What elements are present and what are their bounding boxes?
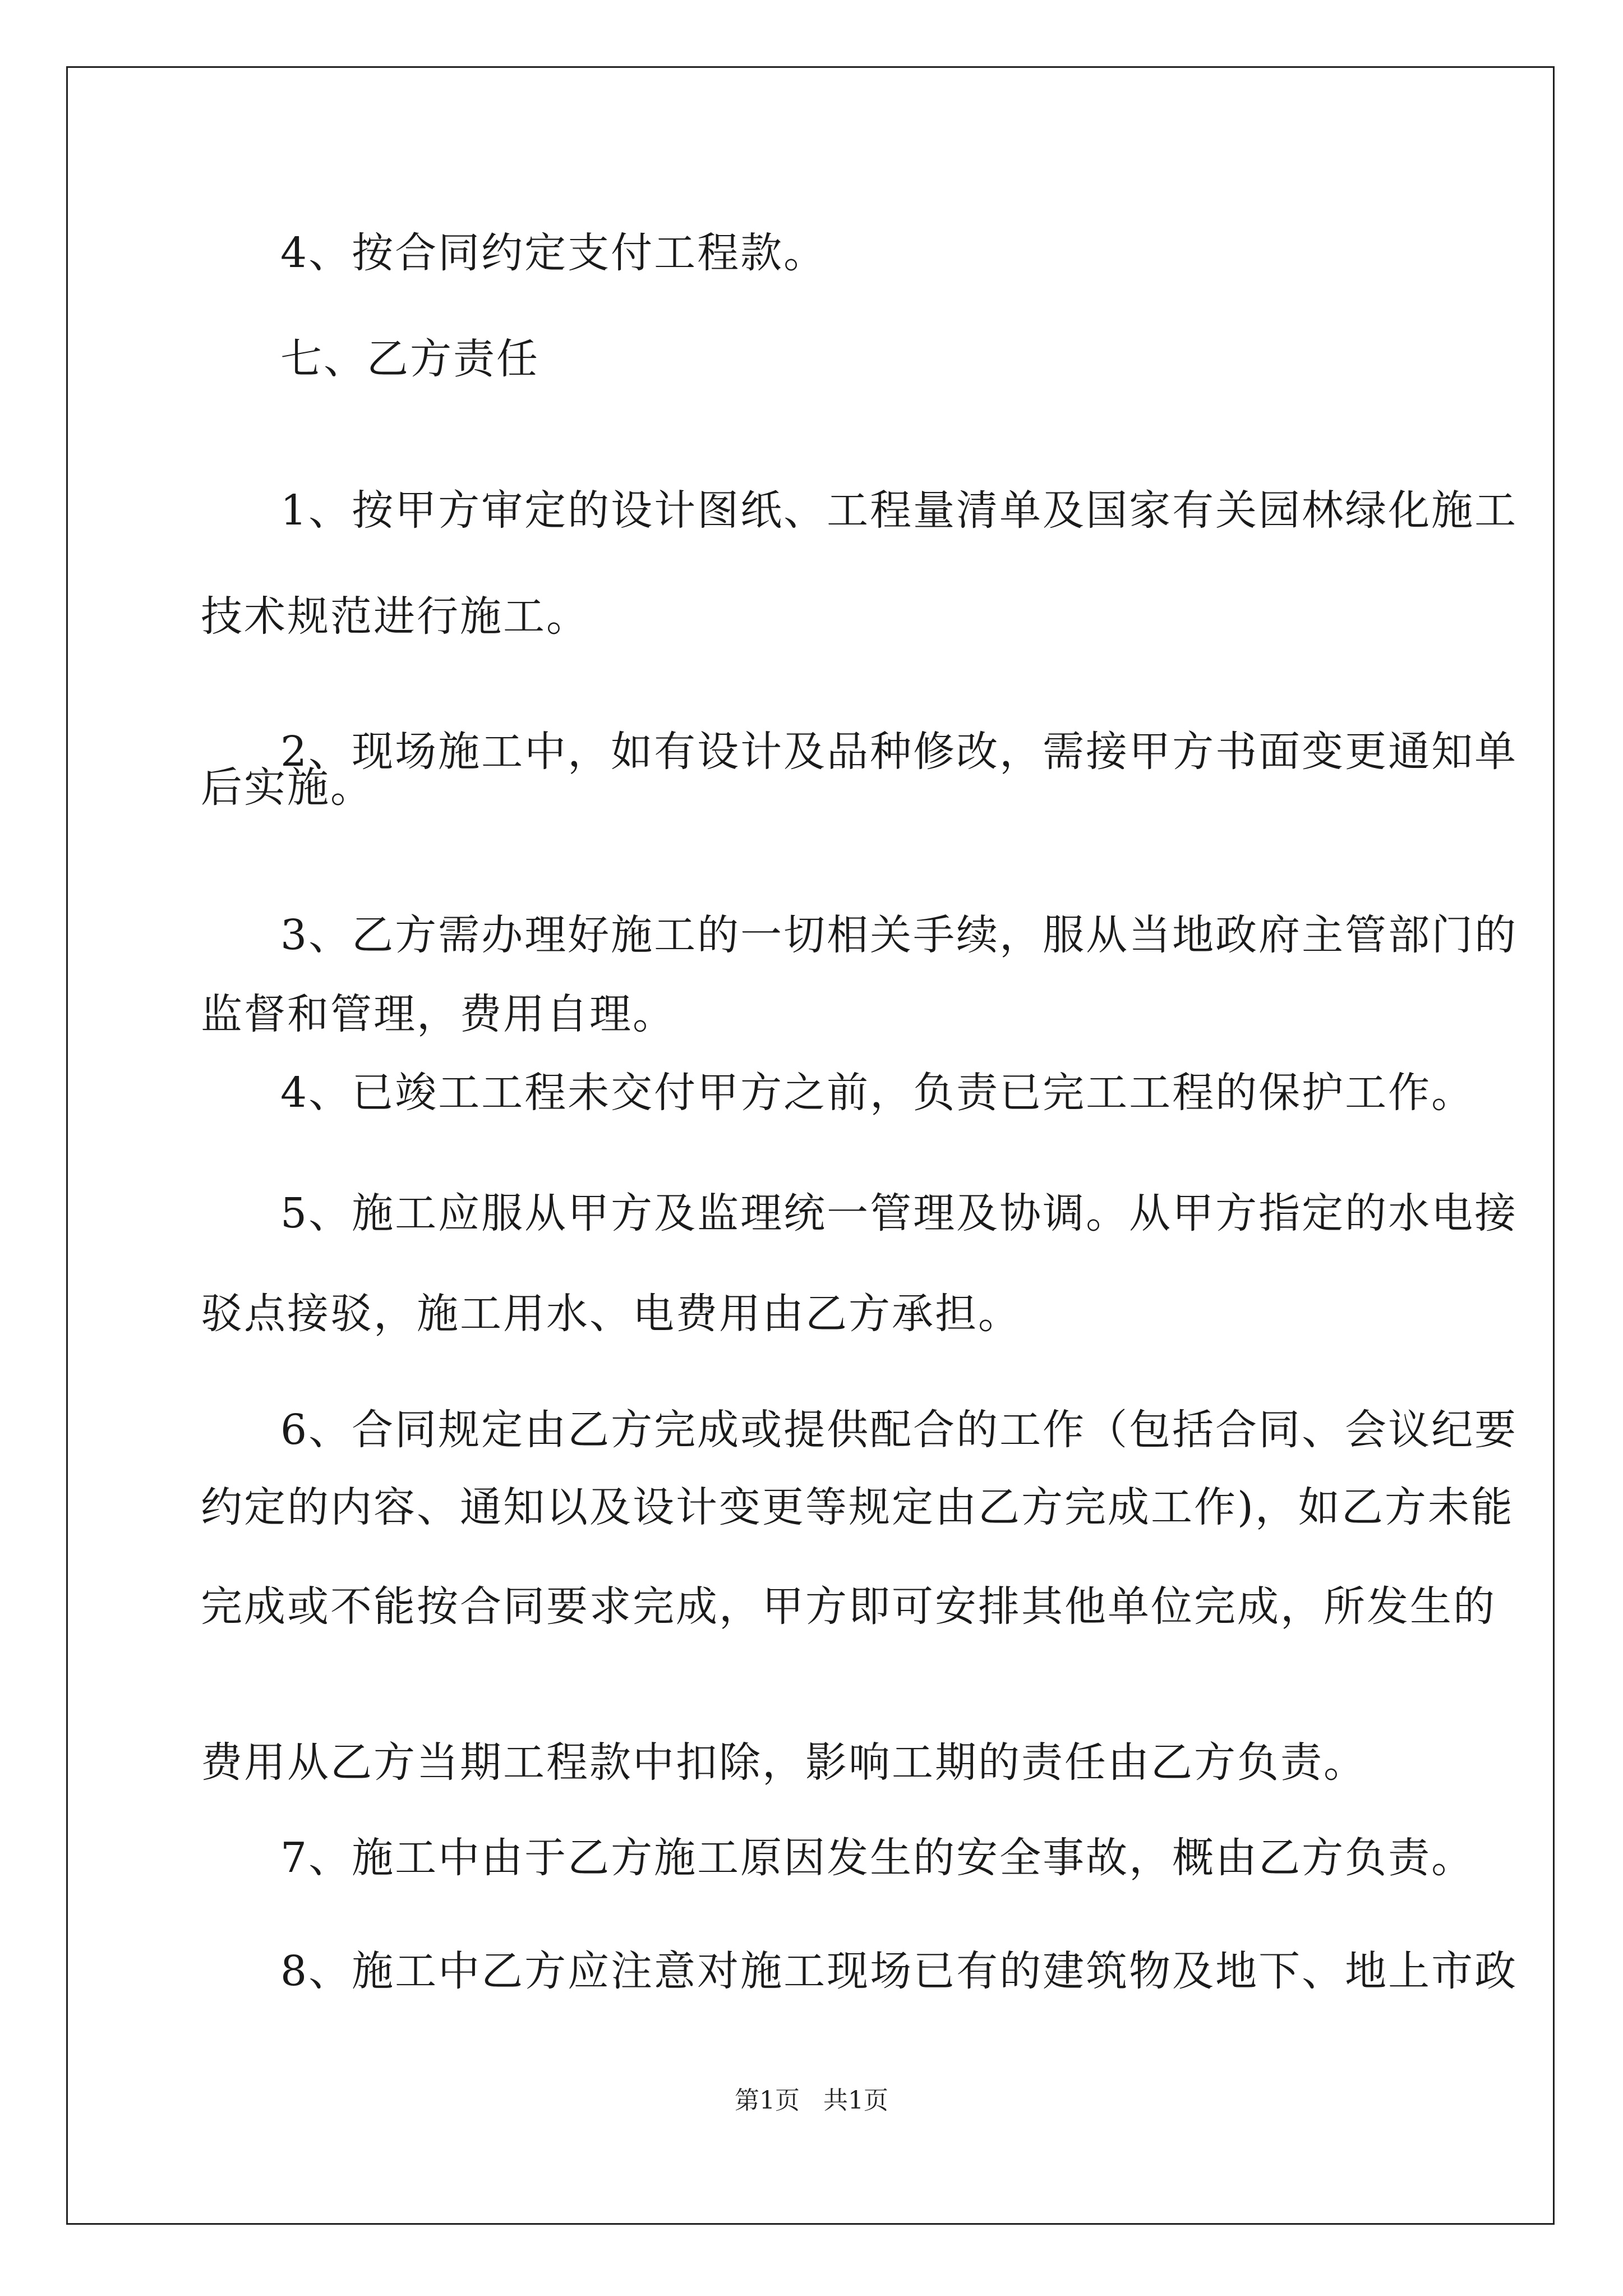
page-border [66, 66, 1555, 2225]
paragraph-line: 7、施工中由于乙方施工原因发生的安全事故，概由乙方负责。 [280, 1834, 1475, 1882]
paragraph-line: 完成或不能按合同要求完成，甲方即可安排其他单位完成，所发生的 [201, 1582, 1496, 1631]
paragraph-line: 技术规范进行施工。 [201, 592, 589, 641]
paragraph-line: 2、现场施工中，如有设计及品种修改，需接甲方书面变更通知单 [280, 728, 1518, 776]
paragraph-line: 驳点接驳，施工用水、电费用由乙方承担。 [201, 1290, 1021, 1338]
paragraph-line: 后实施。 [201, 763, 374, 812]
paragraph-line: 1、按甲方审定的设计图纸、工程量清单及国家有关园林绿化施工 [280, 486, 1518, 535]
paragraph-line: 8、施工中乙方应注意对施工现场已有的建筑物及地下、地上市政 [280, 1947, 1518, 1995]
paragraph-line: 4、按合同约定支付工程款。 [280, 229, 827, 277]
paragraph-line: 监督和管理，费用自理。 [201, 990, 676, 1038]
paragraph-line: 4、已竣工工程未交付甲方之前，负责已完工工程的保护工作。 [280, 1069, 1475, 1117]
paragraph-line: 费用从乙方当期工程款中扣除，影响工期的责任由乙方负责。 [201, 1738, 1367, 1787]
page-number-footer: 第1页 共1页 [735, 2086, 888, 2115]
paragraph-line: 6、合同规定由乙方完成或提供配合的工作（包括合同、会议纪要 [280, 1406, 1518, 1454]
paragraph-line: 5、施工应服从甲方及监理统一管理及协调。从甲方指定的水电接 [280, 1189, 1518, 1237]
paragraph-line: 约定的内容、通知以及设计变更等规定由乙方完成工作)，如乙方未能 [201, 1483, 1514, 1531]
paragraph-line: 3、乙方需办理好施工的一切相关手续，服从当地政府主管部门的 [280, 911, 1518, 959]
section-heading: 七、乙方责任 [280, 335, 540, 383]
